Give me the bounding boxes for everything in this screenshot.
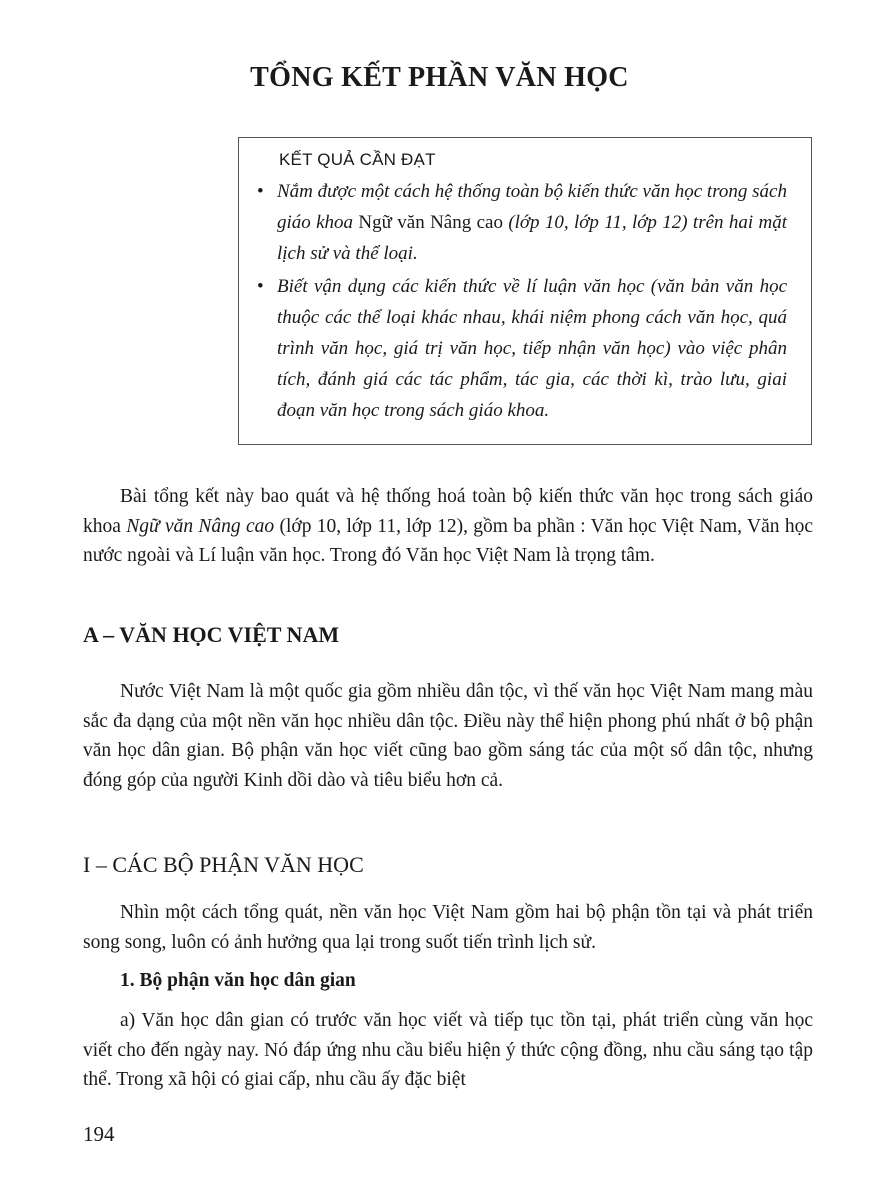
page-title: TỔNG KẾT PHẦN VĂN HỌC bbox=[250, 62, 629, 93]
intro-text: (lớp 10, lớp 11, lớp 12), gồm ba phần : Văn học Việt Nam, Văn học nước ngoài và Lí luận văn học. Trong đó Văn học Việt Nam là trọng tâm. bbox=[83, 515, 813, 567]
subsection-1-paragraph: a) Văn học dân gian có trước văn học viết và tiếp tục tồn tại, phát triển cùng văn học viết cho đến ngày nay. Nó đáp ứng nhu cầu biểu hiện ý thức cộng đồng, nhu cầu sáng tạo tập thể. Trong xã hội có giai cấp, nhu cầu ấy đặc biệt bbox=[83, 1010, 813, 1091]
section-heading-i: I – CÁC BỘ PHẬN VĂN HỌC bbox=[83, 852, 364, 877]
intro-paragraph bbox=[83, 482, 813, 571]
book-title: Ngữ văn Nâng cao bbox=[126, 515, 275, 537]
goals-heading: KẾT QUẢ CẦN ĐẠT bbox=[279, 150, 436, 169]
section-heading-a: A – VĂN HỌC VIỆT NAM bbox=[83, 622, 340, 647]
bullet-icon: • bbox=[257, 181, 264, 202]
goal-item bbox=[259, 176, 787, 269]
section-a-paragraph: Nước Việt Nam là một quốc gia gồm nhiều dân tộc, vì thế văn học Việt Nam mang màu sắc đa dạng của một nền văn học nhiều dân tộc. Điều này thể hiện phong phú nhất ở bộ phận văn học dân gian. Bộ phận văn học viết cũng bao gồm sáng tác của một số dân tộc, nhưng đóng góp của người Kinh dồi dào và tiêu biểu hơn cả. bbox=[83, 681, 813, 791]
intro-text: Bài tổng kết này bao quát và hệ thống hoá toàn bộ kiến thức văn học trong sách giáo khoa bbox=[83, 486, 813, 537]
goal-text: (lớp 10, lớp 11, lớp 12) trên hai mặt lịch sử và thể loại. bbox=[277, 212, 788, 264]
goal-item bbox=[259, 271, 787, 426]
section-i-paragraph: Nhìn một cách tổng quát, nền văn học Việt Nam gồm hai bộ phận tồn tại và phát triển song song, luôn có ảnh hưởng qua lại trong suốt tiến trình lịch sử. bbox=[83, 902, 813, 953]
goal-text: Biết vận dụng các kiến thức về lí luận văn học (văn bản văn học thuộc các thể loại khác nhau, khái niệm phong cách văn học, quá trình văn học, giá trị văn học, tiếp nhận văn học) vào việc phân tích, đánh giá các tác phẩm, tác gia, các thời kì, trào lưu, giai đoạn văn học trong sách giáo khoa. bbox=[277, 276, 787, 421]
page-number: 194 bbox=[83, 1122, 115, 1146]
bullet-icon: • bbox=[257, 276, 264, 297]
learning-goals-box bbox=[238, 137, 812, 445]
goal-text: Nắm được một cách hệ thống toàn bộ kiến thức văn học trong sách giáo khoa bbox=[277, 181, 787, 233]
subsection-heading-1: 1. Bộ phận văn học dân gian bbox=[120, 970, 356, 991]
book-title: Ngữ văn Nâng cao bbox=[358, 212, 503, 233]
